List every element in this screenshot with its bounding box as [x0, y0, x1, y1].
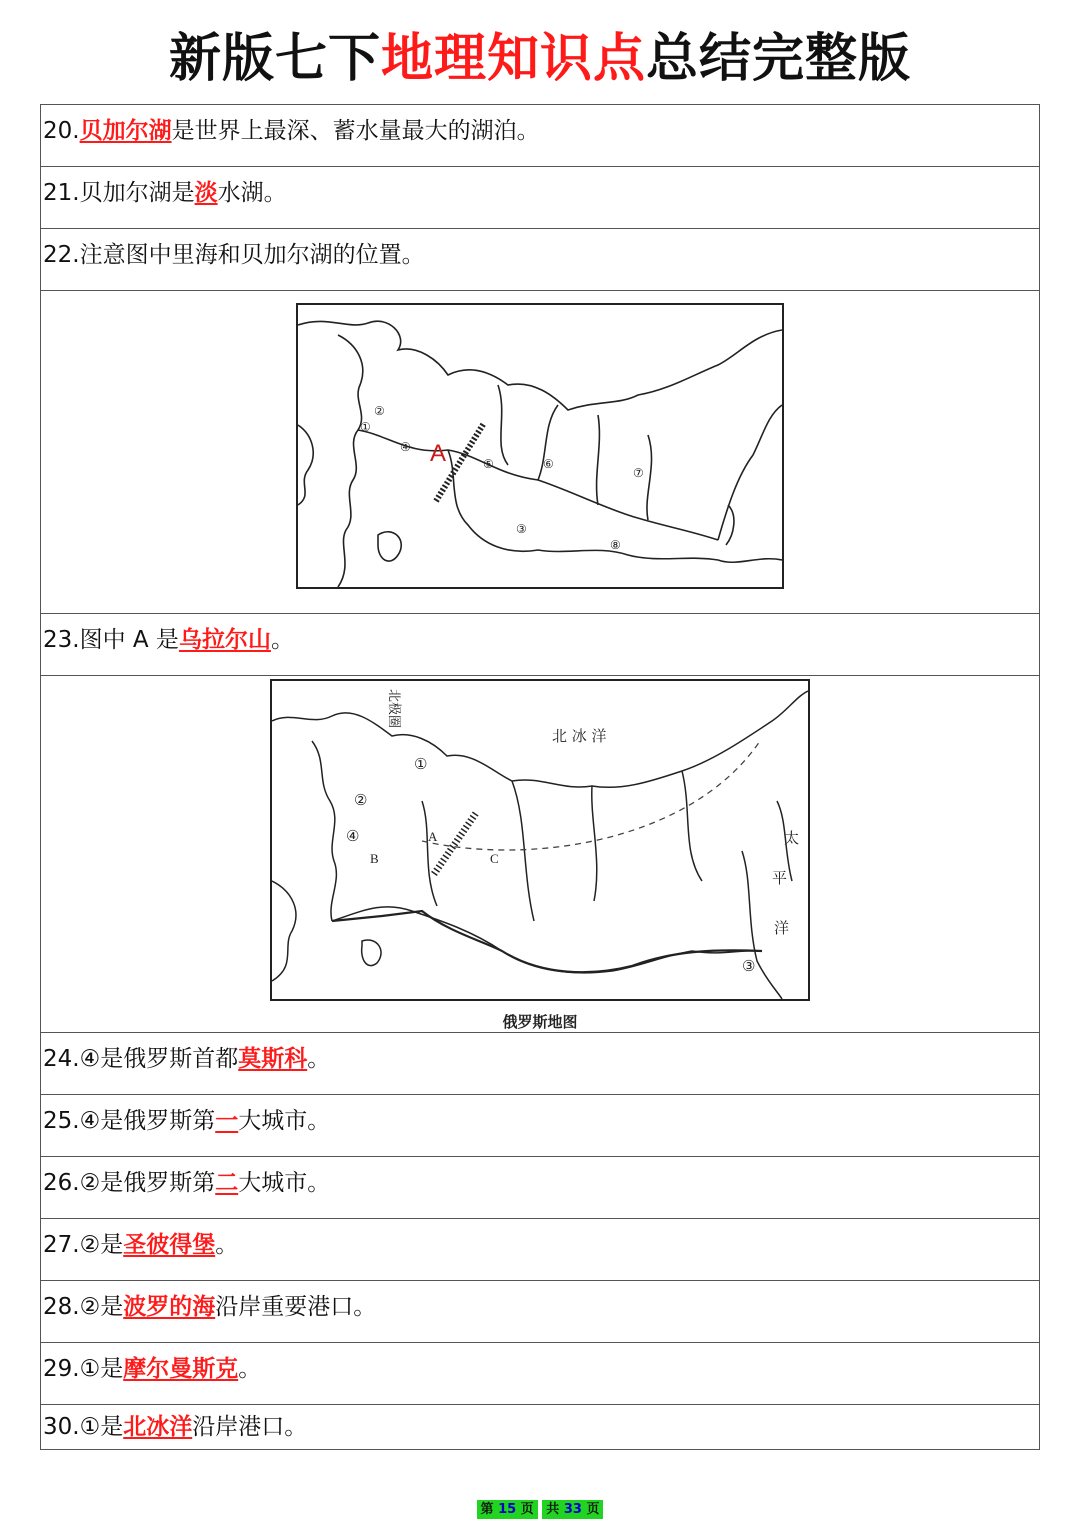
table-row: [41, 167, 1040, 229]
map-drawing: [298, 305, 782, 587]
row-number: 24.: [43, 1046, 80, 1072]
table-row: [41, 1343, 1040, 1405]
russia-outline-map: [296, 303, 784, 589]
row-text: 大城市。: [238, 1170, 331, 1196]
pacific-label-1: 太: [784, 829, 800, 847]
map-caption: 俄罗斯地图: [502, 1013, 578, 1031]
page-number: 15: [498, 1502, 517, 1517]
row-number: 20.: [43, 118, 80, 144]
row-answer: 摩尔曼斯克: [123, 1356, 239, 1382]
table-row: [41, 1219, 1040, 1281]
row-answer: 二: [215, 1170, 239, 1196]
row-text: 贝加尔湖是: [79, 180, 195, 206]
row-text: 。: [307, 1046, 331, 1072]
row-answer: 圣彼得堡: [123, 1232, 216, 1258]
row-answer: 贝加尔湖: [79, 118, 172, 144]
footer-text: 页: [586, 1502, 600, 1517]
map-label-a: A: [430, 440, 447, 467]
row-number: 25.: [43, 1108, 80, 1134]
total-indicator: [542, 1500, 603, 1519]
row-number: 22.: [43, 242, 80, 268]
table-row: [41, 1157, 1040, 1219]
table-row: [41, 229, 1040, 291]
map-marker-2: ②: [374, 404, 385, 418]
row-number: 28.: [43, 1294, 80, 1320]
map-marker-4: ④: [400, 440, 411, 454]
arctic-circle-label: 北极圈: [386, 689, 401, 729]
row-answer: 波罗的海: [123, 1294, 216, 1320]
row-text: ②是俄罗斯第: [79, 1170, 216, 1196]
pacific-label-3: 洋: [774, 919, 790, 937]
row-text: ②是: [79, 1232, 124, 1258]
footer-text: 第: [480, 1502, 494, 1517]
table-row: [41, 1405, 1040, 1450]
row-text: ④是俄罗斯第: [79, 1108, 216, 1134]
row-text: 。: [238, 1356, 262, 1382]
map-marker-1: ①: [360, 420, 371, 434]
map-row: [41, 676, 1040, 1033]
row-number: 23.: [43, 627, 80, 653]
row-number: 30.: [43, 1414, 80, 1440]
table-row: [41, 1281, 1040, 1343]
row-text: 大城市。: [238, 1108, 331, 1134]
row-text: 沿岸港口。: [192, 1414, 308, 1440]
row-answer: 北冰洋: [123, 1414, 193, 1440]
row-number: 26.: [43, 1170, 80, 1196]
page-title: [0, 24, 1080, 94]
row-text: 水湖。: [217, 180, 287, 206]
row-text: ①是: [79, 1356, 124, 1382]
map-marker-1: ①: [414, 757, 428, 773]
row-text: 。: [270, 627, 294, 653]
title-highlight: 地理知识点: [380, 29, 646, 89]
row-text: 注意图中里海和贝加尔湖的位置。: [79, 242, 425, 268]
map-marker-2: ②: [354, 793, 368, 809]
row-text: ④是俄罗斯首都: [79, 1046, 239, 1072]
map-label-c: C: [490, 851, 499, 866]
page-indicator: [477, 1500, 538, 1519]
footer-text: 共: [546, 1502, 560, 1517]
pacific-label-2: 平: [772, 869, 788, 887]
map-marker-7: ⑦: [633, 466, 644, 480]
row-text: 图中 A 是: [79, 627, 179, 653]
table-row: [41, 105, 1040, 167]
map-row: [41, 291, 1040, 614]
row-answer: 乌拉尔山: [178, 627, 271, 653]
title-suffix: 总结完整版: [646, 29, 912, 89]
row-number: 21.: [43, 180, 80, 206]
table-row: [41, 1095, 1040, 1157]
row-text: ②是: [79, 1294, 124, 1320]
page-footer: [0, 1498, 1080, 1517]
map-marker-4: ④: [346, 829, 360, 845]
row-text: 是世界上最深、蓄水量最大的湖泊。: [171, 118, 540, 144]
map-drawing: [272, 681, 808, 999]
row-answer: 淡: [194, 180, 218, 206]
map-marker-6: ⑥: [543, 457, 554, 471]
total-pages: 33: [563, 1502, 582, 1517]
table-row: [41, 614, 1040, 676]
row-number: 29.: [43, 1356, 80, 1382]
map-marker-8: ⑧: [610, 538, 621, 552]
row-number: 27.: [43, 1232, 80, 1258]
russia-map: [270, 679, 810, 1001]
row-text: ①是: [79, 1414, 124, 1440]
map-label-b: B: [370, 851, 379, 866]
arctic-ocean-label: 北 冰 洋: [552, 727, 607, 745]
row-text: 。: [215, 1232, 239, 1258]
row-text: 沿岸重要港口。: [215, 1294, 377, 1320]
map-marker-3: ③: [742, 959, 756, 975]
footer-text: 页: [520, 1502, 534, 1517]
map-marker-5: ⑤: [483, 457, 494, 471]
map-marker-3: ③: [516, 522, 527, 536]
title-prefix: 新版七下: [168, 29, 381, 89]
row-answer: 一: [215, 1108, 239, 1134]
row-answer: 莫斯科: [238, 1046, 308, 1072]
table-row: [41, 1033, 1040, 1095]
knowledge-table: [40, 104, 1040, 1450]
map-label-a: A: [428, 829, 438, 844]
